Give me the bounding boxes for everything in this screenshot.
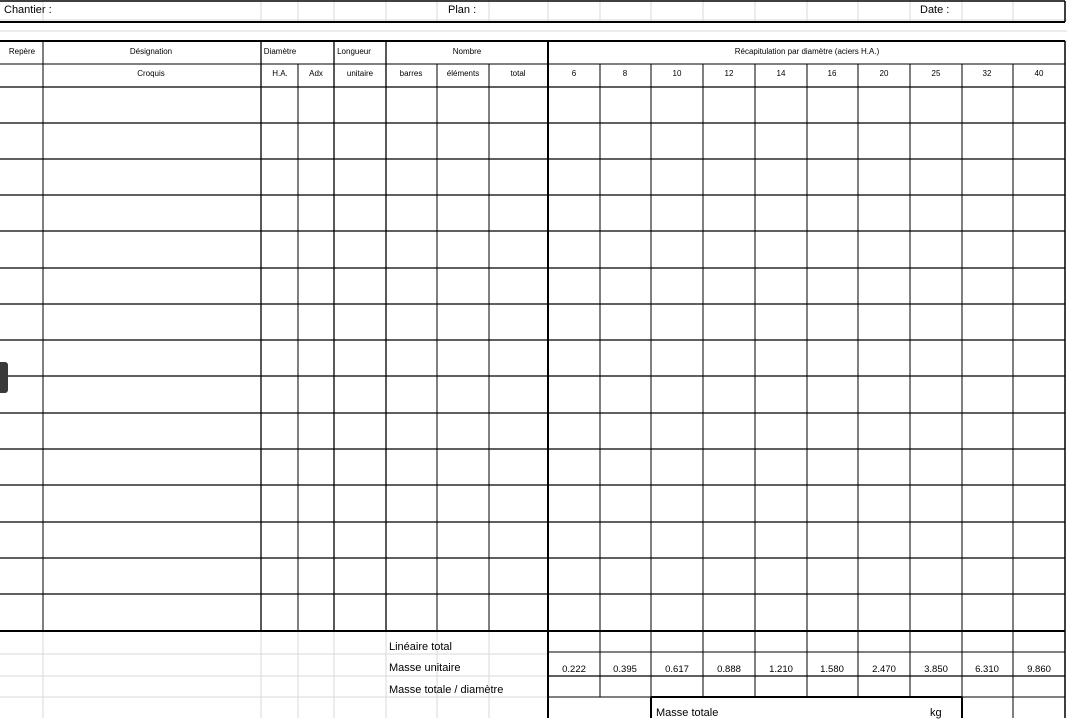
col-barres: barres <box>399 69 423 78</box>
col-nombre: Nombre <box>452 47 482 56</box>
col-designation: Désignation <box>129 47 173 56</box>
lineaire-total-label: Linéaire total <box>389 641 452 653</box>
unit-mass-value: 1.210 <box>769 664 793 675</box>
diameter-header: 14 <box>776 69 786 78</box>
masse-unitaire-label: Masse unitaire <box>389 662 461 674</box>
diameter-header: 40 <box>1034 69 1044 78</box>
col-longueur: Longueur <box>337 47 371 56</box>
diameter-header: 8 <box>622 69 628 78</box>
col-ha: H.A. <box>272 69 288 78</box>
unit-mass-value: 1.580 <box>820 664 844 675</box>
diameter-header: 20 <box>879 69 889 78</box>
col-unitaire: unitaire <box>346 69 374 78</box>
col-elements: éléments <box>446 69 480 78</box>
unit-mass-value: 0.888 <box>717 664 741 675</box>
chantier-label: Chantier : <box>4 4 52 16</box>
col-croquis: Croquis <box>137 69 165 78</box>
unit-mass-value: 0.395 <box>613 664 637 675</box>
col-adx: Adx <box>309 69 323 78</box>
unit-mass-value: 2.470 <box>872 664 896 675</box>
side-panel-handle[interactable] <box>0 362 8 393</box>
date-label: Date : <box>920 4 950 16</box>
diameter-header: 12 <box>724 69 734 78</box>
unit-mass-value: 6.310 <box>975 664 999 675</box>
col-total: total <box>510 69 526 78</box>
unit-mass-value: 0.222 <box>562 664 586 675</box>
masse-totale-diametre-label: Masse totale / diamètre <box>389 684 504 696</box>
diameter-header: 6 <box>571 69 577 78</box>
col-recap: Récapitulation par diamètre (aciers H.A.) <box>734 47 880 56</box>
unit-mass-value: 3.850 <box>924 664 948 675</box>
diameter-header: 32 <box>982 69 992 78</box>
diameter-header: 16 <box>827 69 837 78</box>
col-diametre: Diamètre <box>263 47 297 56</box>
masse-totale-label: Masse totale <box>656 707 719 719</box>
unit-mass-value: 0.617 <box>665 664 689 675</box>
diameter-header: 10 <box>672 69 682 78</box>
col-repere: Repère <box>8 47 36 56</box>
unit-mass-value: 9.860 <box>1027 664 1051 675</box>
plan-label: Plan : <box>448 4 477 16</box>
diameter-header: 25 <box>931 69 941 78</box>
kg-unit-label: kg <box>930 707 942 719</box>
